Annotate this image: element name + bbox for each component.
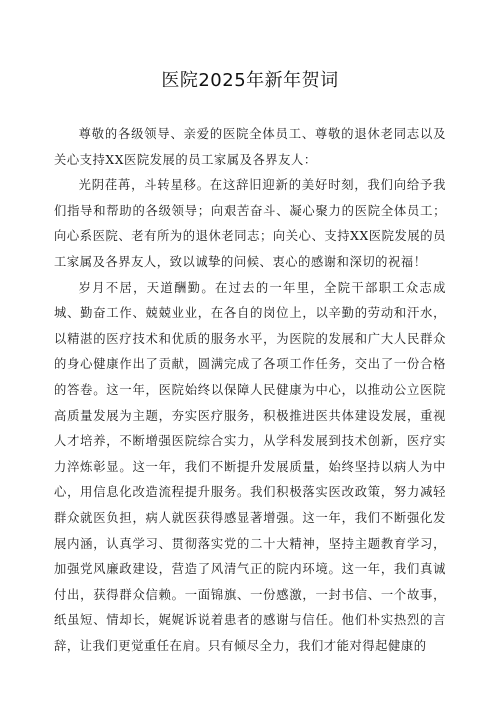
document-title: 医院2025年新年贺词	[161, 70, 339, 91]
document-body	[54, 122, 446, 659]
review-paragraph: 岁月不居，天道酬勤。在过去的一年里，全院干部职工众志成城、勤奋工作、兢兢业业，在各自的岗位上，以辛勤的劳动和汗水，以精湛的医疗技术和优质的服务水平，为医院的发展和广大人民群众的身心健康作出了贡献，圆满完成了各项工作任务，交出了一份合格的答卷。这一年，医院始终以保障人民健康为中心，以推动公立医院高质量发展为主题，夯实医疗服务，积极推进医共体建设发展，重视人才培养，不断增强医院综合实力，从学科发展到技术创新，医疗实力淬炼彰显。这一年，我们不断提升发展质量，始终坚持以病人为中心，用信息化改造流程提升服务。我们积极落实医改政策，努力减轻群众就医负担，病人就医获得感显著增强。这一年，我们不断强化发展内涵，认真学习、贯彻落实党的二十大精神，坚持主题教育学习，加强党风廉政建设，营造了风清气正的院内环境。这一年，我们真诚付出，获得群众信赖。一面锦旗、一份感激，一封书信、一个故事，纸虽短、情却长，娓娓诉说着患者的感谢与信任。他们朴实热烈的言辞，让我们更觉重任在肩。只有倾尽全力，我们才能对得起健康的	[54, 280, 446, 653]
thanks-paragraph: 光阴荏苒，斗转星移。在这辞旧迎新的美好时刻，我们向给予我们指导和帮助的各级领导；向艰苦奋斗、凝心聚力的医院全体员工；向心系医院、老有所为的退休老同志；向关心、支持XX医院发展的员工家属及各界友人，致以诚挚的问候、衷心的感谢和深切的祝福！	[54, 178, 446, 269]
greeting-paragraph: 尊敬的各级领导、亲爱的医院全体员工、尊敬的退休老同志以及关心支持XX医院发展的员工家属及各界友人：	[54, 127, 446, 167]
